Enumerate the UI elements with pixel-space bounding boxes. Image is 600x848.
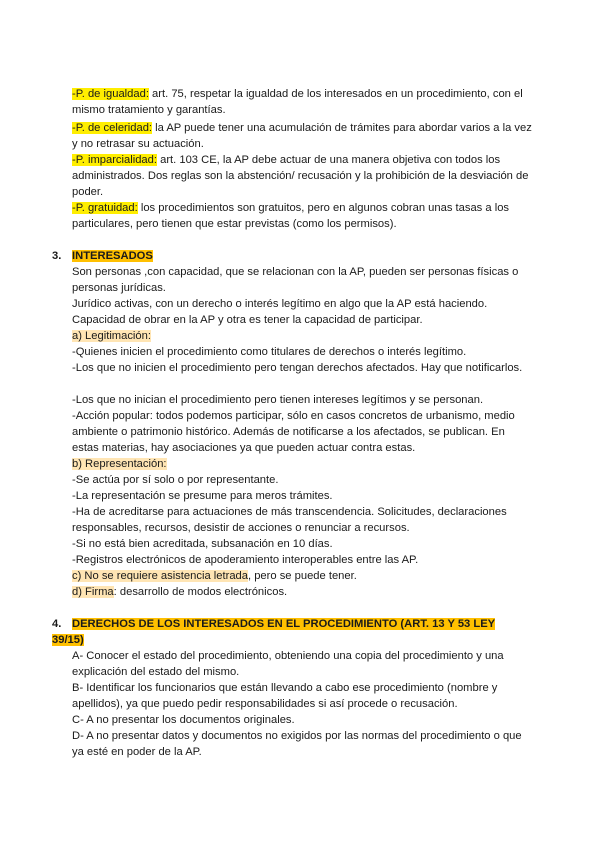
- principle-label: -P. imparcialidad:: [72, 154, 157, 166]
- section-number: 3.: [52, 250, 62, 262]
- asistencia-text: , pero se puede tener.: [247, 570, 357, 582]
- sec3-intro-1: Son personas ,con capacidad, que se relacionan con la AP, pueden ser personas físicas o personas jurídicas.: [72, 266, 519, 294]
- section-title: DERECHOS DE LOS INTERESADOS EN EL PROCEDIMIENTO (ART. 13 Y 53 LEY 39/15): [52, 618, 496, 646]
- legitimacion-label: a) Legitimación:: [72, 330, 151, 342]
- principle-text: art. 75, respetar la igualdad de los interesados en un procedimiento, con el mismo tratamiento y garantías.: [72, 88, 523, 116]
- principle-label: -P. gratuidad:: [72, 202, 138, 214]
- legitimacion-item: -Quienes inicien el procedimiento como titulares de derechos o interés legítimo.: [72, 346, 467, 358]
- sec3-intro-3: Capacidad de obrar en la AP y otra es tener la capacidad de participar.: [72, 314, 423, 326]
- principle-label: -P. de igualdad:: [72, 88, 149, 100]
- legitimacion-item-text: -Los que no inicien el procedimiento pero tengan derechos afectados. Hay que notificarlos.: [72, 362, 523, 374]
- principle-imparcialidad: [72, 152, 532, 200]
- principle-gratuidad: [72, 200, 532, 232]
- principle-text: art. 103 CE, la AP debe actuar de una manera objetiva con todos los administrados. Dos reglas son la abstención/ recusación y la prohibición de la desviación de poder.: [72, 154, 529, 198]
- asistencia-label: c) No se requiere asistencia letrada: [72, 570, 248, 582]
- legitimacion-item: [72, 360, 532, 376]
- representacion-label: b) Representación:: [72, 458, 167, 470]
- principle-igualdad: [72, 86, 532, 118]
- representacion-item: -Ha de acreditarse para actuaciones de más transcendencia. Solicitudes, declaraciones responsables, recursos, desistir de acciones o renunciar a recursos.: [72, 506, 507, 534]
- derecho-b: B- Identificar los funcionarios que están llevando a cabo ese procedimiento (nombre y apellidos), ya que puedo pedir responsabilidades si así procede o recusación.: [72, 682, 498, 710]
- principle-celeridad: [72, 120, 532, 152]
- legitimacion-item: -Los que no inician el procedimiento pero tienen intereses legítimos y se personan.: [72, 394, 484, 406]
- principle-text: los procedimientos son gratuitos, pero en algunos cobran unas tasas a los particulares, pero tienen que estar previstas (como los permisos).: [72, 202, 510, 230]
- principle-label: -P. de celeridad:: [72, 122, 153, 134]
- section-title: INTERESADOS: [72, 250, 153, 262]
- representacion-heading: [72, 456, 532, 472]
- legitimacion-item: -Acción popular: todos podemos participar, sólo en casos concretos de urbanismo, medio ambiente o patrimonio histórico. Además de notificarse a los afectados, se publican. En estas materias, hay asociaciones ya que pueden actuar contra estas.: [72, 410, 515, 454]
- firma-label: d) Firma: [72, 586, 114, 598]
- section-3-heading: [52, 248, 522, 264]
- section-number: 4.: [52, 618, 62, 630]
- section-4-heading: [52, 616, 522, 648]
- representacion-item: -Se actúa por sí solo o por representante.: [72, 474, 279, 486]
- firma: [72, 584, 532, 600]
- representacion-item: -Si no está bien acreditada, subsanación en 10 días.: [72, 538, 333, 550]
- asistencia-letrada: [72, 568, 532, 584]
- derecho-d: D- A no presentar datos y documentos no exigidos por las normas del procedimiento o que ya esté en poder de la AP.: [72, 730, 522, 758]
- representacion-item: -Registros electrónicos de apoderamiento interoperables entre las AP.: [72, 554, 419, 566]
- sec3-intro-2: Jurídico activas, con un derecho o interés legítimo en algo que la AP está haciendo.: [72, 298, 488, 310]
- derecho-c: C- A no presentar los documentos originales.: [72, 714, 295, 726]
- firma-text: : desarrollo de modos electrónicos.: [113, 586, 288, 598]
- representacion-item: -La representación se presume para meros trámites.: [72, 490, 333, 502]
- derecho-a: A- Conocer el estado del procedimiento, obteniendo una copia del procedimiento y una explicación del estado del mismo.: [72, 650, 504, 678]
- principle-text: la AP puede tener una acumulación de trámites para abordar varios a la vez y no retrasar su actuación.: [72, 122, 532, 150]
- legitimacion-heading: [72, 328, 532, 344]
